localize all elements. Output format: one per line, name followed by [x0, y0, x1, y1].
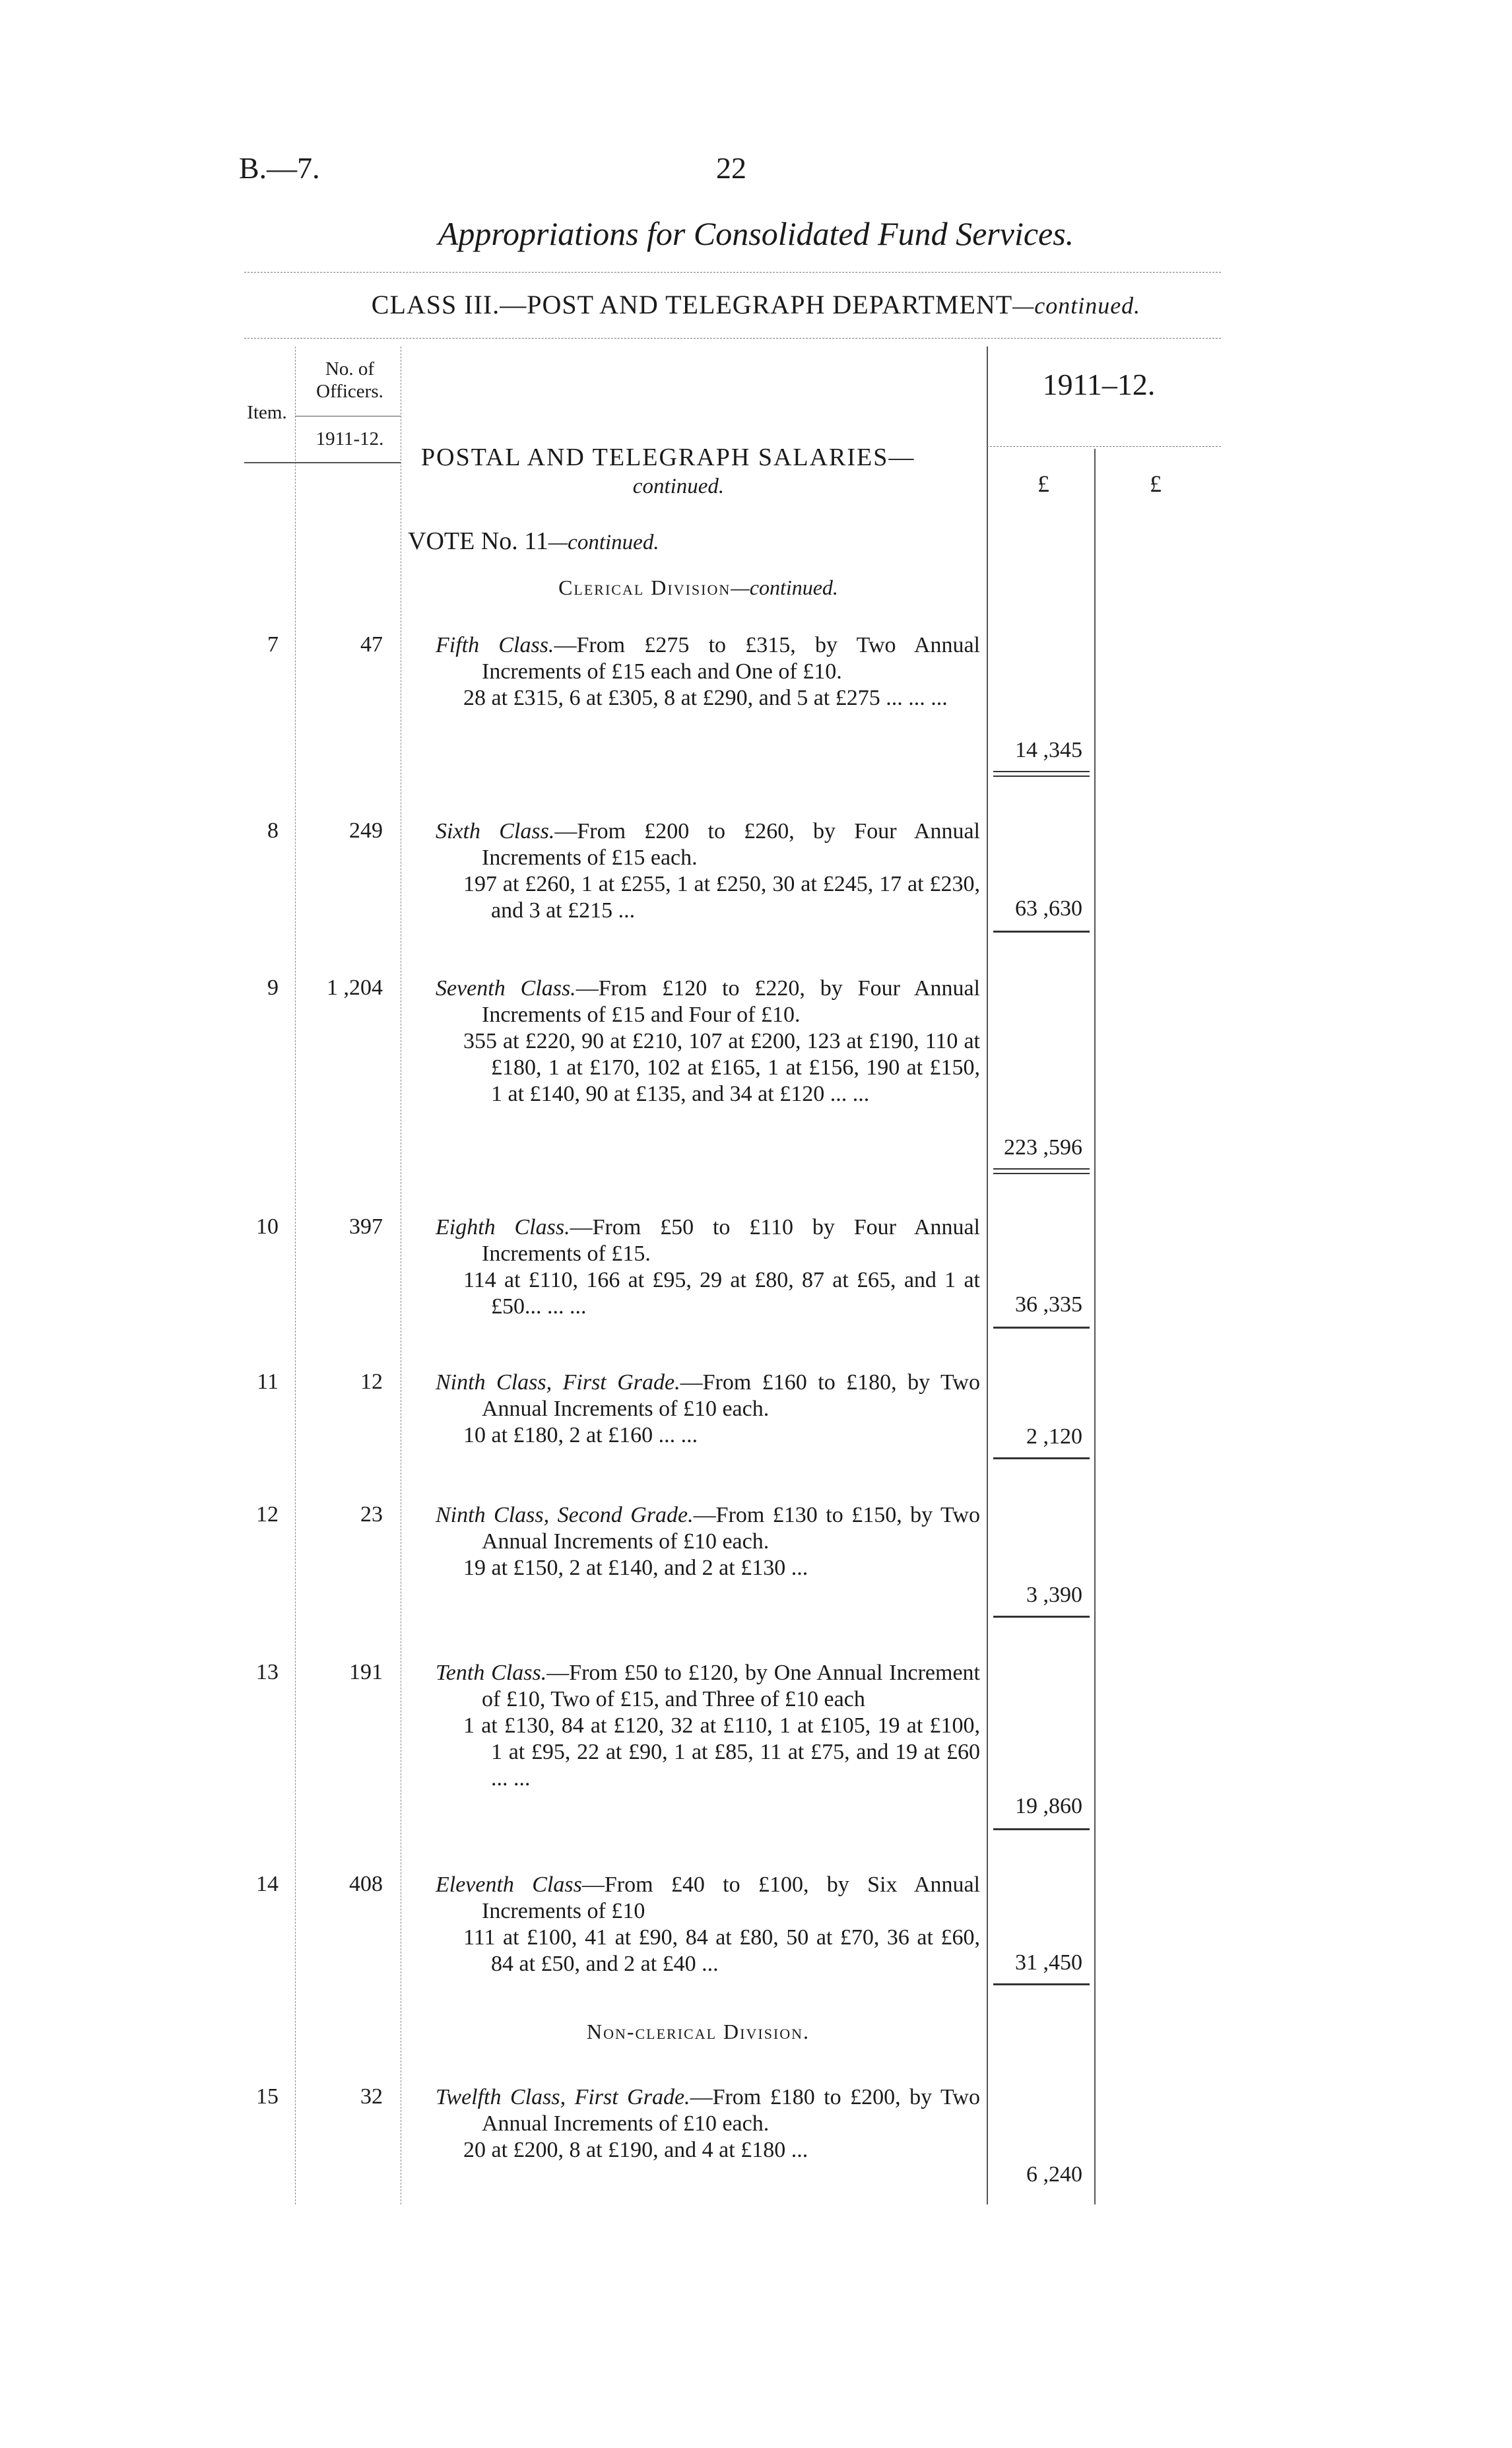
class-name: Twelfth Class, First Grade. — [436, 2085, 690, 2109]
officer-count: 408 — [349, 1872, 383, 1896]
officer-breakdown: 355 at £220, 90 at £210, 107 at £200, 123 at £190, 110 at £180, 1 at £170, 102 at £165, 1 at £156, 190 at £150, 1 at £140, 90 at £135, and 34 at £120 ... ... — [463, 1029, 980, 1106]
officer-count: 23 — [360, 1502, 383, 1527]
officer-count: 32 — [360, 2084, 383, 2109]
vote-heading — [408, 527, 659, 556]
amount-underline — [993, 931, 1090, 933]
item-number: 11 — [257, 1370, 279, 1394]
officer-breakdown: 197 at £260, 1 at £255, 1 at £250, 30 at £245, 17 at £230, and 3 at £215 ... — [463, 872, 980, 923]
item-number: 14 — [256, 1872, 279, 1896]
class-description — [436, 2084, 980, 2164]
class-description — [436, 818, 980, 924]
class-name: Eleventh Class — [436, 1872, 582, 1897]
officer-count: 47 — [360, 632, 383, 657]
header-bottom-rule — [244, 462, 401, 463]
officer-count: 191 — [349, 1660, 383, 1684]
class-terms: —From £120 to £220, by Four Annual Increments of £15 and Four of £10. — [482, 976, 980, 1027]
class-heading-text: CLASS III.—POST AND TELEGRAPH DEPARTMENT — [371, 290, 1013, 319]
row-amount: 14 ,345 — [1015, 738, 1082, 762]
officer-count: 397 — [349, 1214, 383, 1239]
item-column-divider — [295, 347, 296, 2204]
amount-column-divider — [1094, 449, 1096, 2204]
class-terms: —From £40 to £100, by Six Annual Increments of £10 — [482, 1872, 980, 1923]
item-number: 10 — [256, 1214, 279, 1239]
document-reference: B.—7. — [239, 151, 320, 185]
amount-underline — [993, 1616, 1090, 1618]
class-name: Ninth Class, First Grade. — [436, 1370, 680, 1395]
vote-heading-text: VOTE No. 11 — [408, 527, 548, 555]
amount-underline — [993, 1457, 1090, 1459]
amount-underline — [993, 1327, 1090, 1329]
officer-count: 1 ,204 — [327, 976, 383, 1000]
officer-breakdown: 1 at £130, 84 at £120, 32 at £110, 1 at £105, 19 at £100, 1 at £95, 22 at £90, 1 at £85, 11 at £75, and 19 at £60 ... ... — [463, 1713, 980, 1791]
row-amount: 223 ,596 — [1004, 1135, 1082, 1160]
class-description — [436, 632, 980, 711]
non-clerical-division-heading: Non-clerical Division. — [586, 2020, 810, 2043]
amount-underline — [993, 1828, 1090, 1830]
officer-breakdown: 111 at £100, 41 at £90, 84 at £80, 50 at £70, 36 at £60, 84 at £50, and 2 at £40 ... — [463, 1925, 980, 1976]
class-name: Eighth Class. — [436, 1215, 570, 1240]
amount-underline — [993, 771, 1090, 777]
officer-breakdown: 20 at £200, 8 at £190, and 4 at £180 ... — [463, 2138, 808, 2162]
row-amount: 3 ,390 — [1026, 1583, 1082, 1607]
class-terms: —From £50 to £120, by One Annual Increment of £10, Two of £15, and Three of £10 each — [482, 1661, 980, 1711]
section-heading — [421, 444, 975, 500]
section-heading-text: POSTAL AND TELEGRAPH SALARIES— — [421, 444, 915, 471]
item-number: 15 — [256, 2084, 279, 2109]
class-terms: —From £160 to £180, by Two Annual Increments of £10 each. — [482, 1370, 980, 1421]
item-number: 8 — [267, 818, 279, 843]
class-name: Fifth Class. — [436, 633, 554, 657]
class-description — [436, 1872, 980, 1977]
class-terms: —From £275 to £315, by Two Annual Increments of £15 each and One of £10. — [482, 633, 980, 684]
page-number: 22 — [716, 151, 746, 185]
amount-underline — [993, 1983, 1090, 1985]
item-column-header: Item. — [247, 402, 287, 423]
class-name: Seventh Class. — [436, 976, 576, 1001]
class-name: Tenth Class. — [436, 1661, 547, 1685]
pound-sign-right: £ — [1150, 471, 1162, 497]
class-terms: —From £180 to £200, by Two Annual Increments of £10 each. — [482, 2085, 980, 2136]
officers-column-header: No. of Officers. — [316, 358, 383, 402]
clerical-division-suffix: —continued. — [731, 576, 838, 599]
description-column-divider — [987, 347, 988, 2204]
row-amount: 19 ,860 — [1015, 1794, 1082, 1818]
class-description — [436, 1502, 980, 1581]
row-amount: 63 ,630 — [1015, 896, 1082, 921]
row-amount: 36 ,335 — [1015, 1292, 1082, 1317]
row-amount: 31 ,450 — [1015, 1950, 1082, 1975]
item-number: 9 — [267, 976, 279, 1000]
page-title: Appropriations for Consolidated Fund Services. — [438, 215, 1074, 252]
officers-year-header: 1911-12. — [315, 428, 384, 449]
year-header-rule — [987, 446, 1221, 447]
class-description — [436, 976, 980, 1108]
officer-breakdown: 10 at £180, 2 at £160 ... ... — [463, 1423, 698, 1447]
table-top-rule — [244, 338, 1221, 339]
class-terms: —From £200 to £260, by Four Annual Increments of £15 each. — [482, 819, 980, 870]
row-amount: 6 ,240 — [1026, 2162, 1082, 2187]
class-description — [436, 1660, 980, 1792]
title-rule — [244, 272, 1221, 273]
class-terms: —From £130 to £150, by Two Annual Increments of £10 each. — [482, 1503, 980, 1554]
class-heading-suffix: —continued. — [1012, 292, 1141, 319]
officer-breakdown: 114 at £110, 166 at £95, 29 at £80, 87 at £65, and 1 at £50... ... ... — [463, 1268, 980, 1319]
amount-underline — [993, 1168, 1090, 1174]
item-number: 12 — [256, 1502, 279, 1527]
class-name: Sixth Class. — [436, 819, 555, 844]
class-name: Ninth Class, Second Grade. — [436, 1503, 694, 1527]
clerical-division-heading — [408, 576, 989, 600]
officer-breakdown: 19 at £150, 2 at £140, and 2 at £130 ... — [463, 1556, 808, 1580]
officer-count: 249 — [349, 818, 383, 843]
class-description — [436, 1214, 980, 1320]
class-terms: —From £50 to £110 by Four Annual Increments of £15. — [482, 1215, 981, 1266]
clerical-division-text: Clerical Division — [558, 576, 731, 599]
section-heading-suffix: continued. — [632, 475, 725, 498]
row-amount: 2 ,120 — [1026, 1424, 1082, 1449]
item-number: 7 — [267, 632, 279, 657]
pound-sign-left: £ — [1037, 471, 1049, 497]
class-description — [436, 1370, 980, 1449]
officer-count: 12 — [360, 1370, 383, 1394]
officer-breakdown: 28 at £315, 6 at £305, 8 at £290, and 5 at £275 ... ... ... — [463, 686, 948, 710]
amount-year-header: 1911–12. — [1042, 368, 1156, 401]
class-heading — [0, 289, 1512, 320]
vote-heading-suffix: —continued. — [548, 531, 659, 554]
item-number: 13 — [256, 1660, 279, 1684]
